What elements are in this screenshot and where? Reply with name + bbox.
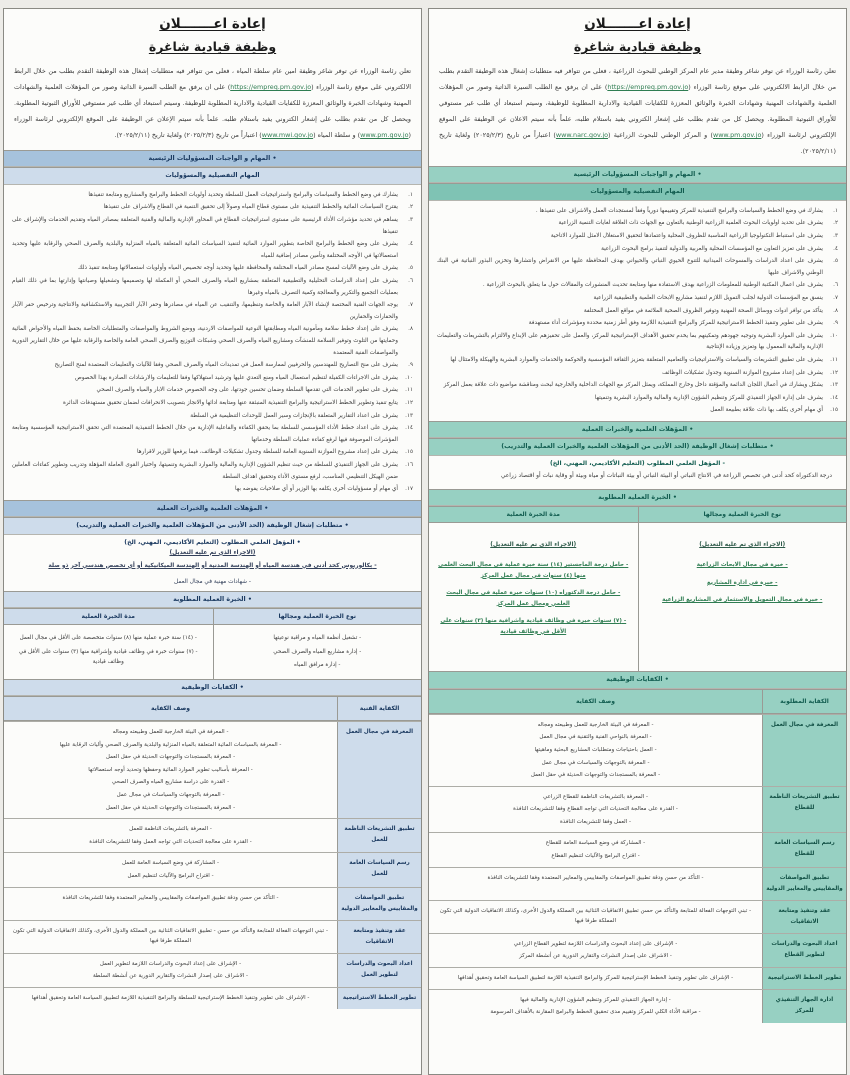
duty-item (12, 484, 413, 496)
amendment-note: (الاجراء الذي تم عليه التعديل) (169, 549, 256, 556)
duty-text: يشرف على إعداد الدراسات التحليلية والتطبيقية المتعلقة بمشاريع المياه والصرف الصحي أو المكملة لها وتصميمها وتشغيلها وصيانتها وإدارتها بما في ذلك القيام بعمليات التجميع والتكرير والمعالجة وكمية التصرف بالمياه وغيرها (12, 278, 398, 296)
duty-text: يشارك في وضع الخطط والسياسات والبرامج التنفيذية للمركز وتقييمها دورياً وفقاً لمستجدات العمل والاشراف على تنفيذها . (535, 207, 823, 214)
duty-text: يساهم في تحديد مؤشرات الأداء الرئيسية على مستوى استراتيجيات القطاع في المحاور الإدارية والمالية والفنية المتعلقة بمصادر المياه وتقديم الخدمات والإشراف على تنفيذها (12, 217, 398, 235)
competency-descriptions (4, 888, 337, 920)
competency-row (429, 900, 846, 933)
competency-label: تطبيق التشريعات الناظمة للقطاع (762, 787, 846, 833)
band-label: • متطلبات إشغال الوظيفة (الحد الأدنى من المؤهلات العلمية والخبرات العملية والتدريب) (76, 522, 348, 529)
water-authority-link[interactable]: www.mwi.gov.jo (261, 131, 314, 139)
experience-type-item: - خبرة في مجال الابحاث الزراعية (647, 560, 839, 571)
application-link[interactable]: https://empreq.pm.gov.jo (230, 83, 312, 91)
duty-item (12, 300, 413, 323)
intro-text: ) على ان يرفق مع الطلب السيرة الذاتية وصور من المؤهلات العلمية والشهادات المهنية وشهادات الخبرة والوثائق المعززة للكفايات القيادية والادارية المطلوبة للوظيفة، وسيتم استبعاد أي طلب غير مستوفي للأوراق الثبوتية المطلوبة. ويحصل كل من تقدم بطلب على إشعار الكتروني يفيد باستلام طلبه، علماً بأنه سيتم الاعلان عن الوظيفة على الموقع الإلكتروني لرئاسة الوزراء ( (439, 83, 837, 139)
competency-row (4, 852, 421, 886)
band-main-duties (429, 166, 846, 183)
duty-item (437, 231, 838, 243)
duty-text: يتأكد من توافر ادوات ووسائل الصحة المهنية وتوفير الظروف الصحية الملائمة في مواقع العمل المختلفة (583, 307, 823, 314)
duty-number: ٤. (833, 245, 838, 252)
duty-text: يشرف على الموارد البشرية وتوجيه جهودهم وتمكينهم بما يخدم تحقيق الأهداف الإستراتيجية للمركز، والعمل على تحفيزهم على الإبداع والالتزام بالتشريعات والتعليمات الإدارية والمالية المعمول بها وتعزيز وزيادة الإنتاجية (437, 332, 823, 351)
duty-text: يتابع تنفيذ وتطوير الخطط الاستراتيجية والبرامج التنفيذية المنبثقة عنها ومتابعة ادائها والانجاز بتصويب الانحرافات لضمان تحقيق مستهدفات الدائرة (62, 399, 398, 406)
duty-item (12, 215, 413, 238)
competency-row (429, 867, 846, 900)
experience-duration-item: - (٧) سنوات خبرة في وظائف قيادية واشرافية منها (٣) سنوات على الأقل في وظائف قيادية (437, 616, 630, 637)
duty-text: يقترح السياسات المائية والخطط التنفيذية على مستوى قطاع المياه وصولاً إلى تحقيق التنمية في القطاع والاشراف على تنفيذها (103, 204, 398, 211)
duties-list (429, 201, 846, 421)
qualification-item: - بكالوريوس كحد أدنى في هندسة المياه أو الهندسة المدنية أو الهندسة الميكانيكية أو أي تخصص هندسي آخر ذو صلة (4, 559, 421, 573)
doc-agricultural-research (428, 8, 847, 1075)
duty-item (437, 368, 838, 380)
competency-label: تطوير الخطط الاستراتيجية (337, 988, 421, 1009)
experience-type-item: - خبرة في مجال التمويل والاستثمار في المشاريع الزراعية (647, 595, 839, 606)
competency-descriptions (4, 954, 337, 987)
competency-desc-item: - المعرفة بأساليب تطوير الموارد المائية وحفظها وتحديد أوجه استعمالاتها (10, 765, 331, 776)
competency-descriptions (429, 990, 762, 1023)
duty-text: يشرف على الاجراءات الكفيلة لتنظيم استعمال المياه ومنع التعدي عليها وترشيد استهلاكها وفقا للتعليمات والارشادات الصادرة بهذا الخصوص (74, 374, 398, 381)
duty-text: يشرف على تحديد اولويات البحوث العلمية الزراعية الوطنية بالتعاون مع الجهات ذات العلاقة لغايات التنمية الزراعية (558, 220, 823, 227)
duty-item (437, 206, 838, 218)
competency-label: عقد وتنفيذ ومتابعة الاتفاقيات (337, 921, 421, 953)
competency-desc-item: - المعرفة بالمستجدات والتوجهات الحديثة في حقل العمل (10, 803, 331, 814)
competency-label: ادارة الجهاز التنفيذي للمركز (762, 990, 846, 1023)
band-competencies (429, 671, 846, 688)
duty-text: يشارك في وضع الخطط والسياسات والبرامج واستراتيجيات العمل للسلطة وتحديد أولويات الخطط والبرامج والمشاريع ومتابعة تنفيذها (88, 191, 398, 198)
intro-text: ) اعتباراً من تاريخ (٢٠٢٥/٢/٣) ولغاية تاريخ (٢٠٢٥/٢/١١). (439, 131, 836, 155)
competency-descriptions (429, 715, 762, 786)
duty-item (12, 324, 413, 359)
page-title: إعادة اعـــــــلان (584, 16, 691, 32)
application-link[interactable]: https://empreq.pm.gov.jo (607, 83, 689, 91)
duty-number: ٢. (408, 204, 413, 211)
competency-row (429, 989, 846, 1023)
duty-text: يشرف على اعداد الدراسات والمسوحات الميدانية للتنوع الحيوي النباتي والحيواني بهدف المحافظة عليها من الانقراض وانتشارها وتخزين البذور النباتية في البنك الوطني والاشراف عليها (437, 258, 823, 276)
competency-desc-item: - الإشراف على تطوير وتنفيذ الخطط الإستراتيجية للسلطة والبرامج التنفيذية اللازمة لتطبيق السياسة العامة وتحقيق أهدافها (10, 993, 331, 1004)
duty-text: يشرف على الجهاز التنفيذي للسلطة من حيث تنظيم الشؤون الإدارية والمالية والموارد البشرية وتنميتها، واختيار القوى العاملة المؤهلة وتدريب وتطوير كفاءات العاملين ضمن الهيكل التنظيمي المناسب، لرفع مستوى الأداء وتحقيق اهداف السلطة (12, 461, 398, 480)
duty-text: يشرف على إدارة الجهاز التنفيذي للمركز وتنظيم الشؤون الإدارية والمالية والموارد البشرية وتنميتها (594, 394, 823, 401)
competency-desc-item: - المشاركة في وضع السياسة العامة للقطاع (435, 838, 756, 849)
narc-website-link[interactable]: www.narc.gov.jo (555, 131, 609, 139)
competency-descriptions (429, 868, 762, 900)
competency-descriptions (429, 901, 762, 933)
competency-label: تطبيق التشريعات الناظمة للعمل (337, 819, 421, 852)
duty-number: ١٠. (830, 332, 838, 339)
doc-water-authority (3, 8, 422, 1075)
experience-duration-item: - حامل درجة الماجستير (١٤) سنة خبرة عملية في مجال البحث العلمي منها (٤) سنوات في مجال عمل المركز (437, 560, 630, 581)
qualification-text: درجة الدكتوراه كحد أدنى في تخصص الزراعة في الانتاج النباتي أو البيئة النباتي أو بيئة النباتات أو مياه وبيئة أو وقاية نبات أو اقتصاد زراعي (500, 472, 832, 479)
competency-row (4, 987, 421, 1009)
band-label: المهام التفصيلية والمسؤوليات (165, 172, 260, 180)
duty-number: ١٦. (405, 461, 413, 468)
competency-label: تطوير الخطط الاستراتيجية (762, 968, 846, 989)
duty-text: يشرف على اعمال المكتبة الوطنية للمعلومات الزراعية بهدف الاستفادة منها ومتابعة تحديث المنشورات والمقالات حول ما يتعلق بالبحوث الزراعية . (482, 282, 823, 289)
competency-desc-item: - المعرفة بالمستجدات والتوجهات الحديثة في حقل العمل (435, 770, 756, 781)
experience-duration-header: مدة الخبرة العملية (4, 608, 213, 625)
band-label: • الخبرة العملية المطلوبة (173, 596, 252, 603)
competency-row (429, 786, 846, 833)
duty-number: ٨. (408, 326, 413, 333)
duty-number: ١٥. (405, 449, 413, 456)
duty-number: ٥. (408, 265, 413, 272)
competency-desc-item: - التأكد من حسن ودقة تطبيق المواصفات والمقاييس والمعايير المعتمدة وفقا للتشريعات النافذة (10, 893, 331, 904)
competency-row (4, 920, 421, 953)
competency-desc-header: وصف الكفاية (4, 696, 337, 721)
band-experience (429, 489, 846, 506)
intro-text: ) و المركز الوطني للبحوث الزراعية ( (608, 131, 713, 139)
duty-number: ٦. (833, 282, 838, 289)
experience-duration-item: - (٧) سنوات خبرة في وظائف قيادية وإشرافية منها (٣) سنوات على الأقل في وظائف قيادية (12, 647, 205, 668)
duty-number: ١٢. (830, 369, 838, 376)
competency-label: رسم السياسات العامة للقطاع (762, 833, 846, 866)
band-label: • الخبرة العملية المطلوبة (598, 494, 677, 501)
intro-text: ) اعتباراً من تاريخ (٢٠٢٥/٢/٣) ولغاية تاريخ (٢٠٢٥/٢/١١). (114, 131, 262, 139)
duty-text: يشرف على إعداد مشروع الموازنة السنوية وجدول تشكيلات الوظائف (662, 369, 823, 376)
competency-row (429, 967, 846, 989)
competency-desc-item: - المعرفة بالسياسات المائية المتعلقة بالمياه المنزلية والبلدية والصرف الصحي وآليات الرقابة عليها (10, 740, 331, 751)
duty-item (12, 447, 413, 459)
duty-text: يشرف على منح التصاريح للمهندسين والحرفيين لممارسة العمل في تمديدات المياه والصرف الصحي وفقا للآليات والتعليمات المعتمدة لمنح التصاريح (54, 362, 398, 369)
duty-item (437, 306, 838, 318)
band-label: • المؤهلات العلمية والخبرات العملية (582, 426, 693, 433)
duty-text: يشكل ويشارك في أعمال اللجان الدائمة والمؤقتة داخل وخارج المملكة، ويمثل المركز مع الجهات الداخلية والخارجية لبحث ومناقشة مواضيع ذات علاقة بعمل المركز (443, 382, 823, 389)
duty-text: يشرف على اعداد خطط الأداء المؤسسي للسلطة بما يحقق الكفاءة والفاعلية الإدارية من خلال الخطط التنفيذية المعتمدة التي تحقق الاستراتيجية المؤسسية ومتابعة المؤشرات الموصوفة فيها لرفع كفاءة عمليات السلطة وخدماتها (12, 425, 398, 443)
competency-descriptions (4, 819, 337, 852)
band-qualifications (429, 421, 846, 438)
duty-item (437, 256, 838, 279)
competency-desc-item: - التأكد من حسن ودقة تطبيق المواصفات والمقاييس والمعايير المعتمدة وفقا للتشريعات النافذة (435, 873, 756, 884)
experience-type-header: نوع الخبرة العملية ومجالها (213, 608, 422, 625)
page-subtitle: وظيفة قيادية شاغرة (573, 39, 702, 54)
competency-label: تطبيق المواصفات والمقاييس والمعايير الدولية (337, 888, 421, 920)
duty-number: ٤. (408, 241, 413, 248)
competency-desc-item: - تبني التوجهات الفعالة للمتابعة والتأكد من حسن تطبيق الاتفاقيات الثنائية بين المملكة والدول الأخرى، وكذلك الاتفاقيات الدولية التي تكون المملكة طرفا فيها (435, 906, 756, 927)
band-label: • متطلبات إشغال الوظيفة (الحد الأدنى من المؤهلات العلمية والخبرات العملية والتدريب) (501, 443, 773, 450)
duties-list (4, 185, 421, 500)
duty-number: ١١. (405, 387, 413, 394)
duty-number: ٣. (408, 217, 413, 224)
competency-desc-item: - المعرفة بالنواحي الفنية والتقنية في مجال العمل (435, 732, 756, 743)
experience-type-header: نوع الخبرة العملية ومجالها (638, 506, 847, 523)
band-label: • المؤهلات العلمية والخبرات العملية (157, 505, 268, 512)
duty-item (12, 263, 413, 275)
experience-duration-cell (4, 625, 213, 679)
competency-desc-item: - المعرفة بالتوجهات والسياسات في مجال عمل (10, 790, 331, 801)
duty-text: يشرف على وضع الآليات لمسح مصادر المياه المختلفة والمحافظة عليها وتحديد أوجه تخصيص المياه وأولويات استعمالاتها ومتابعة تنفيذ ذلك (78, 265, 398, 272)
competency-label: المعرفة في مجال العمل (337, 722, 421, 818)
duty-text: يشرف على إعداد مشروع الموازنة السنوية العامة للسلطة وجدول تشكيلات الوظائف، فيما يرفعها للوزير لاقرارها (136, 449, 398, 456)
competency-desc-item: - المعرفة بالتوجهات والسياسات في مجال عمل (435, 758, 756, 769)
duty-item (12, 239, 413, 262)
competency-desc-item: - القدرة على معالجة التحديات التي تواجه العمل وفقا للتشريعات النافذة (10, 837, 331, 848)
competency-desc-item: - العمل باحتياجات ومتطلبات المشاريع البحثية وماهيتها (435, 745, 756, 756)
duty-item (12, 460, 413, 483)
duty-number: ٧. (408, 302, 413, 309)
competency-desc-item: - القدرة على دراسة مشاريع المياه والصرف الصحي (10, 777, 331, 788)
duty-item (12, 373, 413, 385)
duty-number: ٣. (833, 233, 838, 240)
band-detailed-duties (429, 183, 846, 200)
duty-number: ٧. (833, 295, 838, 302)
band-label: المهام التفصيلية والمسؤوليات (590, 188, 685, 196)
duty-item (12, 276, 413, 299)
competency-descriptions (429, 934, 762, 967)
duty-item (437, 244, 838, 256)
experience-duration-item: - حامل درجة الدكتوراه (١٠) سنوات خبرة عملية في مجال البحث العلمي ومجال عمل المركز (437, 588, 630, 609)
page-title: إعادة اعـــــــلان (159, 16, 266, 32)
intro-paragraph (429, 63, 846, 166)
competency-label: رسم السياسات العامة للعمل (337, 853, 421, 886)
experience-type-list (222, 633, 414, 671)
intro-text: تعلن رئاسة الوزراء عن توفر شاغر وظيفة مدير عام المركز الوطني للبحوث الزراعية ، فعلى من تتوافر فيه متطلبات إشغال هذه الوظيفة التقدم بطلب من خلال الرابط الالكتروني على موقع رئاسة الوزراء ( (439, 67, 836, 91)
intro-text: تعلن رئاسة الوزراء عن توفر شاغر وظيفة امين عام سلطة المياه ، فعلى من تتوافر فيه متطلبات إشغال هذه الوظيفة التقدم بطلب من خلال الرابط الالكتروني على موقع رئاسة الوزراء ( (14, 67, 411, 91)
competency-label: تطبيق المواصفات والمقاييس والمعايير الدولية (762, 868, 846, 900)
duty-text: أي مهام أو مسؤوليات أخرى يكلفه بها الوزير أو أي صلاحيات يفوضه بها (235, 486, 398, 493)
duty-item (12, 385, 413, 397)
competency-desc-item: - إدارة الجهاز التنفيذي للمركز وتنظيم الشؤون الإدارية والمالية فيها (435, 995, 756, 1006)
experience-duration-header: مدة الخبرة العملية (429, 506, 638, 523)
competency-desc-item: - المعرفة في البيئة الخارجية للعمل وطبيعته ومجاله (435, 720, 756, 731)
competency-desc-header: وصف الكفاية (429, 689, 762, 714)
band-experience (4, 591, 421, 608)
experience-table-header (4, 608, 421, 625)
intro-text: ) على ان يرفق مع الطلب السيرة الذاتية وصور من المؤهلات العلمية والشهادات المهنية وشهادات الخبرة والوثائق المعززة للكفايات القيادية والادارية المطلوبة للوظيفة. وسيتم استبعاد أي طلب غير مستوفي للأوراق الثبوتية المطلوبة. ويحصل كل من تقدم بطلب على إشعار الكتروني يفيد باستلام طلبه. علماً بأنه سيتم الإعلان عن الوظيفة على الموقع الإلكتروني لرئاسة الوزراء ( (14, 83, 411, 139)
competency-descriptions (4, 921, 337, 953)
band-requirements (429, 438, 846, 455)
competency-table-header (429, 689, 846, 714)
intro-text: ) و سلطة المياه ( (313, 131, 361, 139)
duty-number: ١٣. (830, 382, 838, 389)
amendment-note: (الاجراء الذي تم عليه التعديل) (699, 542, 786, 549)
duty-number: ٦. (408, 278, 413, 285)
experience-duration-list (437, 560, 630, 637)
competency-table-header (4, 696, 421, 721)
duty-number: ١٥. (830, 407, 838, 414)
duty-text: يشرف على تعزيز التعاون مع المؤسسات المحلية والعربية والدولية لتنفيذ برامج البحوث الزراعية (601, 245, 823, 252)
duty-number: ١٧. (405, 486, 413, 493)
band-main-duties (4, 150, 421, 167)
duty-text: أي مهام أخرى يكلف بها ذات علاقة بطبيعة العمل (710, 407, 823, 414)
competency-desc-item: - المشاركة في وضع السياسة العامة للعمل (10, 858, 331, 869)
duty-number: ١٣. (405, 412, 413, 419)
competency-desc-item: - المعرفة بالتشريعات الناظمة للقطاع الزراعي (435, 792, 756, 803)
competency-descriptions (429, 833, 762, 866)
duty-item (12, 360, 413, 372)
competency-desc-item: - تبني التوجهات الفعالة للمتابعة والتأكد من حسن - تطبيق الاتفاقيات الثنائية بين المملكة والدول الأخرى، وكذلك الاتفاقيات الدولية التي تكون المملكة طرفا فيها (10, 926, 331, 947)
experience-table-body (429, 523, 846, 671)
duty-text: يوجه الجهات الفنية المختصة لإنشاء الآبار العامة والخاصة وتنظيمها، والتنقيب عن المياه في مصادرها وحفر الآبار التجريبية والاستكشافية والانتاجية وترخيص حفر الآبار والحفارات والحفارين (12, 302, 398, 320)
pm-website-link[interactable]: www.pm.gov.jo (712, 131, 762, 139)
duty-number: ٥. (833, 258, 838, 265)
competency-row (4, 721, 421, 818)
competency-label: عقد وتنفيذ ومتابعة الاتفاقيات (762, 901, 846, 933)
duty-item (437, 280, 838, 292)
competency-desc-item: - المعرفة بالتشريعات الناظمة للعمل (10, 824, 331, 835)
competency-desc-item: - مراقبة الأداء الكلي للمركز وتقييم مدى تحقيق الخطط والبرامج المقارنة بالأهداف المرسومة (435, 1007, 756, 1018)
competency-desc-item: - الاشراف على إصدار النشرات والتقارير الدورية عن أنشطة المركز (435, 951, 756, 962)
qualification-heading: • المؤهل العلمي المطلوب (التعليم الأكاديمي، المهني، الخ) (4, 535, 421, 548)
experience-duration-item: - (١٤) سنة خبرة عملية منها (٨) سنوات متخصصة على الأقل في مجال العمل (12, 633, 205, 644)
duty-item (437, 355, 838, 367)
duty-text: ينسق مع المؤسسات الدولية لجلب التمويل اللازم لتنفيذ مشاريع الابحاث العلمية والتطبيقية الزراعية (593, 295, 823, 302)
competency-label-header: الكفاية المطلوبة (762, 689, 846, 714)
duty-item (437, 218, 838, 230)
duty-item (12, 190, 413, 202)
experience-type-item: - خبرة في ادارة المشاريع (647, 578, 839, 589)
competency-table-body (429, 714, 846, 1023)
competency-desc-item: - الإشراف على تطوير وتنفيذ الخطط الإستراتيجية للمركز والبرامج التنفيذية اللازمة لتطبيق السياسة العامة وتحقيق أهدافها (435, 973, 756, 984)
duty-item (12, 411, 413, 423)
duty-text: يشرف على إعداد خطط سلامة ومأمونية المياه ومطابقتها النوعية للمواصفات الاردنية، ووضع الشروط والمواصفات والمتطلبات الخاصة بحفظ المياه والأحواض المائية وحمايتها من التلوث وتوفير السلامة للمنشآت ومشاريع المياه والصرف الصحي وشبكات التوزيع والصرف الصحي العامة والخاصة والرقابة عليها من خلال التقارير الدورية والمواصفات الفنية المعتمدة (12, 326, 398, 356)
intro-paragraph (4, 63, 421, 150)
page-subtitle: وظيفة قيادية شاغرة (148, 39, 277, 54)
band-label: • الكفايات الوظيفية (181, 684, 243, 691)
competency-row (429, 714, 846, 786)
pm-website-link[interactable]: www.pm.gov.jo (360, 131, 409, 139)
competency-label: اعداد البحوث والدراسات لتطوير القطاع (762, 934, 846, 967)
duty-item (437, 318, 838, 330)
duty-text: يشرف على تطوير وتنفيذ الخطط الاستراتيجية للمركز والبرامج التنفيذية اللازمة وفق أطر زمنية محددة ومؤشرات أداء مستهدفة (528, 320, 823, 327)
duty-number: ٩. (408, 362, 413, 369)
experience-duration-list (12, 633, 205, 668)
duty-item (437, 393, 838, 405)
duty-number: ١. (408, 191, 413, 198)
duty-item (437, 380, 838, 392)
experience-duration-cell (429, 523, 638, 671)
competency-desc-item: - العمل وفقا للتشريعات النافذة (435, 817, 756, 828)
competency-descriptions (429, 968, 762, 989)
competency-desc-item: - اقتراح البرامج والآليات لتنظيم العمل (10, 871, 331, 882)
competency-descriptions (4, 988, 337, 1009)
duty-number: ٨. (833, 307, 838, 314)
competency-descriptions (429, 787, 762, 833)
band-detailed-duties (4, 167, 421, 184)
competency-row (429, 933, 846, 967)
experience-type-item: - تشغيل أنظمة المياه و مراقبة نوعيتها (222, 633, 414, 644)
band-label: • الكفايات الوظيفية (606, 676, 668, 683)
duty-item (437, 405, 838, 417)
competency-row (4, 953, 421, 987)
duty-text: يشرف على تطبيق التشريعات والسياسات والاستراتيجيات والتعاميم المتعلقة بتعزيز الثقافة المؤسسية والحوكمة والخدمات والموارد البشرية والهيكلة والامتثال لها (450, 357, 823, 363)
duty-item (12, 202, 413, 214)
qualification-heading: - المؤهل العلمي المطلوب (التعليم الأكاديمي، المهني، الخ) (429, 456, 846, 469)
competency-desc-item: - الإشراف على إعداد البحوث والدراسات اللازمة لتطوير القطاع الزراعي (435, 939, 756, 950)
duty-number: ١٤. (405, 425, 413, 432)
qualification-item: - شهادات مهنية في مجال العمل (4, 575, 421, 589)
duty-number: ٩. (833, 320, 838, 327)
duty-number: ٢. (833, 220, 838, 227)
competency-desc-item: - اقتراح البرامج والآليات لتنظيم القطاع (435, 851, 756, 862)
competency-desc-item: - المعرفة في البيئة الخارجية للعمل وطبيعته ومجاله (10, 727, 331, 738)
experience-type-item: - إدارة مشاريع المياه والصرف الصحي (222, 647, 414, 658)
duty-item (437, 331, 838, 354)
duty-number: ١٠. (405, 374, 413, 381)
competency-table-body (4, 721, 421, 1009)
duty-text: يشرف على اعداد التقارير المتعلقة بالإنجازات وسير العمل للوحدات التنظيمية في السلطة (190, 412, 398, 419)
duty-number: ١٢. (405, 399, 413, 406)
amendment-note: (الاجراء الذي تم عليه التعديل) (490, 542, 577, 549)
experience-type-item: - إدارة مرافق المياه (222, 660, 414, 671)
competency-desc-item: - الاشراف على إصدار النشرات والتقارير الدورية عن أنشطة السلطة (10, 971, 331, 982)
duty-item (437, 293, 838, 305)
duty-item (12, 398, 413, 410)
experience-type-list (647, 560, 839, 606)
competency-label: المعرفة في مجال العمل (762, 715, 846, 786)
competency-row (4, 818, 421, 852)
band-qualifications (4, 500, 421, 517)
duty-text: يشرف على تطوير الخدمات التي تقدمها السلطة وضمان تحسين جودتها، على وجه الخصوص خدمات الابار والمياه والصرف الصحي (96, 387, 398, 394)
competency-desc-item: - القدرة على معالجة التحديات التي تواجه القطاع وفقا للتشريعات النافذة (435, 804, 756, 815)
band-label: • المهام و الواجبات المسؤوليات الرئيسية (573, 171, 701, 178)
duty-text: يشرف على استنباط التكنولوجيا الزراعية المناسبة للظروف المحلية واعتمادها لتحقيق الاستغلال الامثل للموارد الاتاحية (550, 233, 823, 240)
competency-row (4, 887, 421, 920)
competency-desc-item: - المعرفة بالمستجدات والتوجهات الحديثة في حقل العمل (10, 752, 331, 763)
experience-type-cell (638, 523, 847, 671)
duty-item (12, 423, 413, 446)
competency-descriptions (4, 853, 337, 886)
band-competencies (4, 679, 421, 696)
competency-label: اعداد البحوث والدراسات لتطوير العمل (337, 954, 421, 987)
competency-desc-item: - الإشراف على إعداد البحوث والدراسات اللازمة لتطوير العمل (10, 959, 331, 970)
duty-number: ١٤. (830, 394, 838, 401)
experience-table-body (4, 625, 421, 679)
duty-number: ١١. (830, 357, 838, 363)
competency-label-header: الكفاية الفنية (337, 696, 421, 721)
band-requirements (4, 517, 421, 534)
band-label: • المهام و الواجبات المسؤوليات الرئيسية (148, 155, 276, 162)
competency-descriptions (4, 722, 337, 818)
experience-table-header (429, 506, 846, 523)
experience-type-cell (213, 625, 422, 679)
duty-number: ١. (833, 207, 838, 214)
duty-text: يشرف على وضع الخطط والبرامج الخاصة بتطوير الموارد المائية لتنفيذ السياسات المائية المتعلقة بالمياه المنزلية والبلدية والصرف الصحي والرقابة عليها وتحديد استعمالاتها في الأوجه المختلفة وتأمين مصادر إضافية للمياه (12, 241, 398, 259)
competency-row (429, 832, 846, 866)
